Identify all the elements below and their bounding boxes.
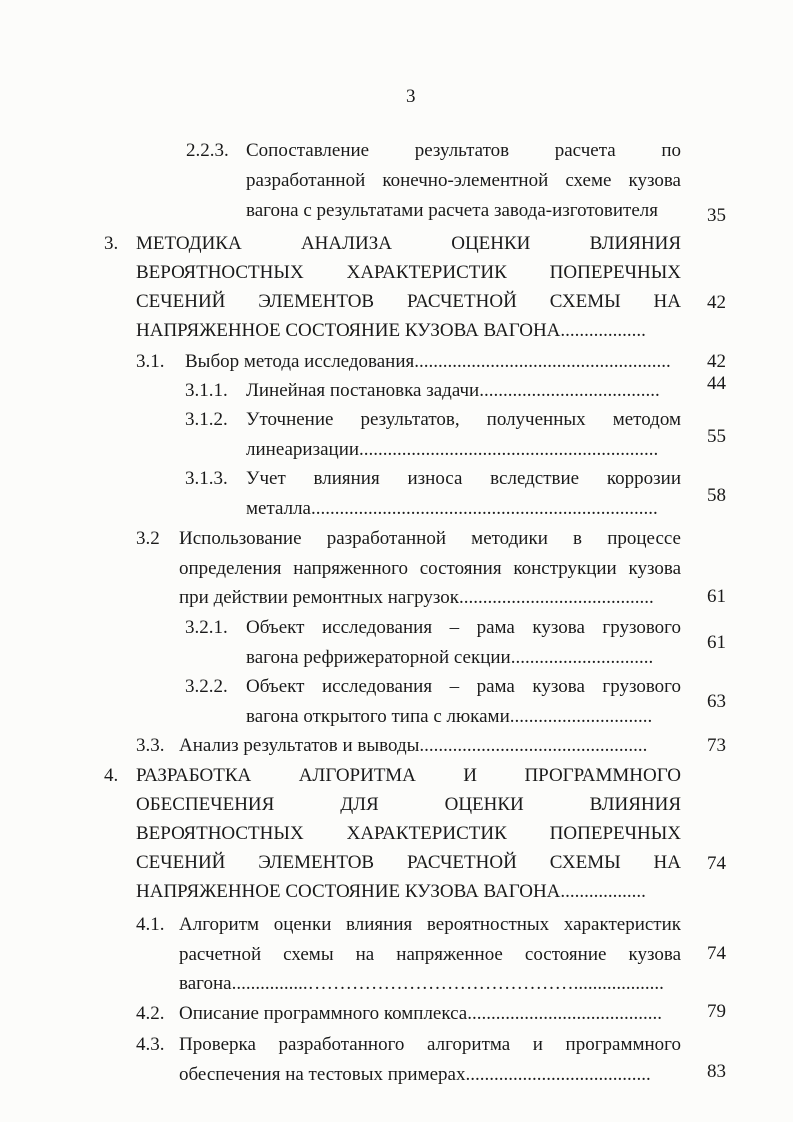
toc-number: 4.2. [136, 1003, 165, 1024]
toc-line: РАЗРАБОТКА АЛГОРИТМА И ПРОГРАММНОГО [136, 765, 681, 786]
toc-number: 3.2 [136, 528, 160, 549]
toc-number: 3.1.3. [185, 468, 228, 489]
toc-number: 3.2.2. [185, 676, 228, 697]
toc-line: Алгоритм оценки влияния вероятностных характеристик [179, 914, 681, 935]
toc-line: вагона открытого типа с люками.............................. [246, 706, 653, 727]
toc-line: НАПРЯЖЕННОЕ СОСТОЯНИЕ КУЗОВА ВАГОНА.................. [136, 320, 646, 341]
toc-line: вагона с результатами расчета завода-изготовителя [246, 200, 658, 221]
toc-page: 42 [707, 292, 726, 313]
toc-page: 73 [707, 735, 726, 756]
toc-line: Объект исследования – рама кузова грузового [246, 617, 681, 638]
toc-page: 42 [707, 351, 726, 372]
toc-page: 74 [707, 853, 726, 874]
toc-number: 3.3. [136, 735, 165, 756]
toc-page: 61 [707, 586, 726, 607]
toc-line: определения напряженного состояния конструкции кузова [179, 558, 681, 579]
toc-line: металла......................................................................... [246, 498, 658, 519]
toc-number: 4.1. [136, 914, 165, 935]
toc-line: Учет влияния износа вследствие коррозии [246, 468, 681, 489]
toc-number: 3.1.2. [185, 409, 228, 430]
toc-line: СЕЧЕНИЙ ЭЛЕМЕНТОВ РАСЧЕТНОЙ СХЕМЫ НА [136, 291, 681, 312]
toc-line: при действии ремонтных нагрузок......................................... [179, 587, 654, 608]
toc-line: Сопоставление результатов расчета по [246, 140, 681, 161]
toc-line: линеаризации............................................................... [246, 439, 659, 460]
toc-line: ВЕРОЯТНОСТНЫХ ХАРАКТЕРИСТИК ПОПЕРЕЧНЫХ [136, 823, 681, 844]
toc-line: Использование разработанной методики в процессе [179, 528, 681, 549]
toc-page: 35 [707, 205, 726, 226]
toc-line: МЕТОДИКА АНАЛИЗА ОЦЕНКИ ВЛИЯНИЯ [136, 233, 681, 254]
toc-page: 83 [707, 1061, 726, 1082]
toc-number: 3.2.1. [185, 617, 228, 638]
toc-number: 3.1. [136, 351, 165, 372]
toc-line: ОБЕСПЕЧЕНИЯ ДЛЯ ОЦЕНКИ ВЛИЯНИЯ [136, 794, 681, 815]
toc-number: 4. [104, 765, 119, 786]
page-number: 3 [406, 86, 416, 107]
toc-line: Проверка разработанного алгоритма и программного [179, 1034, 681, 1055]
toc-line: вагона рефрижераторной секции.............................. [246, 647, 654, 668]
toc-line: вагона................……………………………………................... [179, 973, 664, 994]
toc-line: расчетной схемы на напряженное состояние кузова [179, 944, 681, 965]
toc-line: Описание программного комплекса......................................... [179, 1003, 662, 1024]
toc-line: НАПРЯЖЕННОЕ СОСТОЯНИЕ КУЗОВА ВАГОНА.................. [136, 881, 646, 902]
toc-line: обеспечения на тестовых примерах....................................... [179, 1064, 651, 1085]
toc-line: ВЕРОЯТНОСТНЫХ ХАРАКТЕРИСТИК ПОПЕРЕЧНЫХ [136, 262, 681, 283]
toc-number: 3. [104, 233, 119, 254]
toc-page: 74 [707, 943, 726, 964]
toc-line: разработанной конечно-элементной схеме кузова [246, 170, 681, 191]
toc-line: Линейная постановка задачи...................................... [246, 380, 660, 401]
toc-page: 61 [707, 632, 726, 653]
toc-number: 3.1.1. [185, 380, 228, 401]
toc-page: 55 [707, 426, 726, 447]
toc-page: 63 [707, 691, 726, 712]
toc-number: 4.3. [136, 1034, 165, 1055]
toc-line: Уточнение результатов, полученных методом [246, 409, 681, 430]
toc-page: 79 [707, 1001, 726, 1022]
toc-line: Выбор метода исследования...................................................... [185, 351, 671, 372]
toc-number: 2.2.3. [186, 140, 229, 161]
toc-line: СЕЧЕНИЙ ЭЛЕМЕНТОВ РАСЧЕТНОЙ СХЕМЫ НА [136, 852, 681, 873]
toc-page: 44 [707, 373, 726, 394]
toc-page: 58 [707, 485, 726, 506]
toc-line: Анализ результатов и выводы................................................ [179, 735, 648, 756]
toc-line: Объект исследования – рама кузова грузового [246, 676, 681, 697]
